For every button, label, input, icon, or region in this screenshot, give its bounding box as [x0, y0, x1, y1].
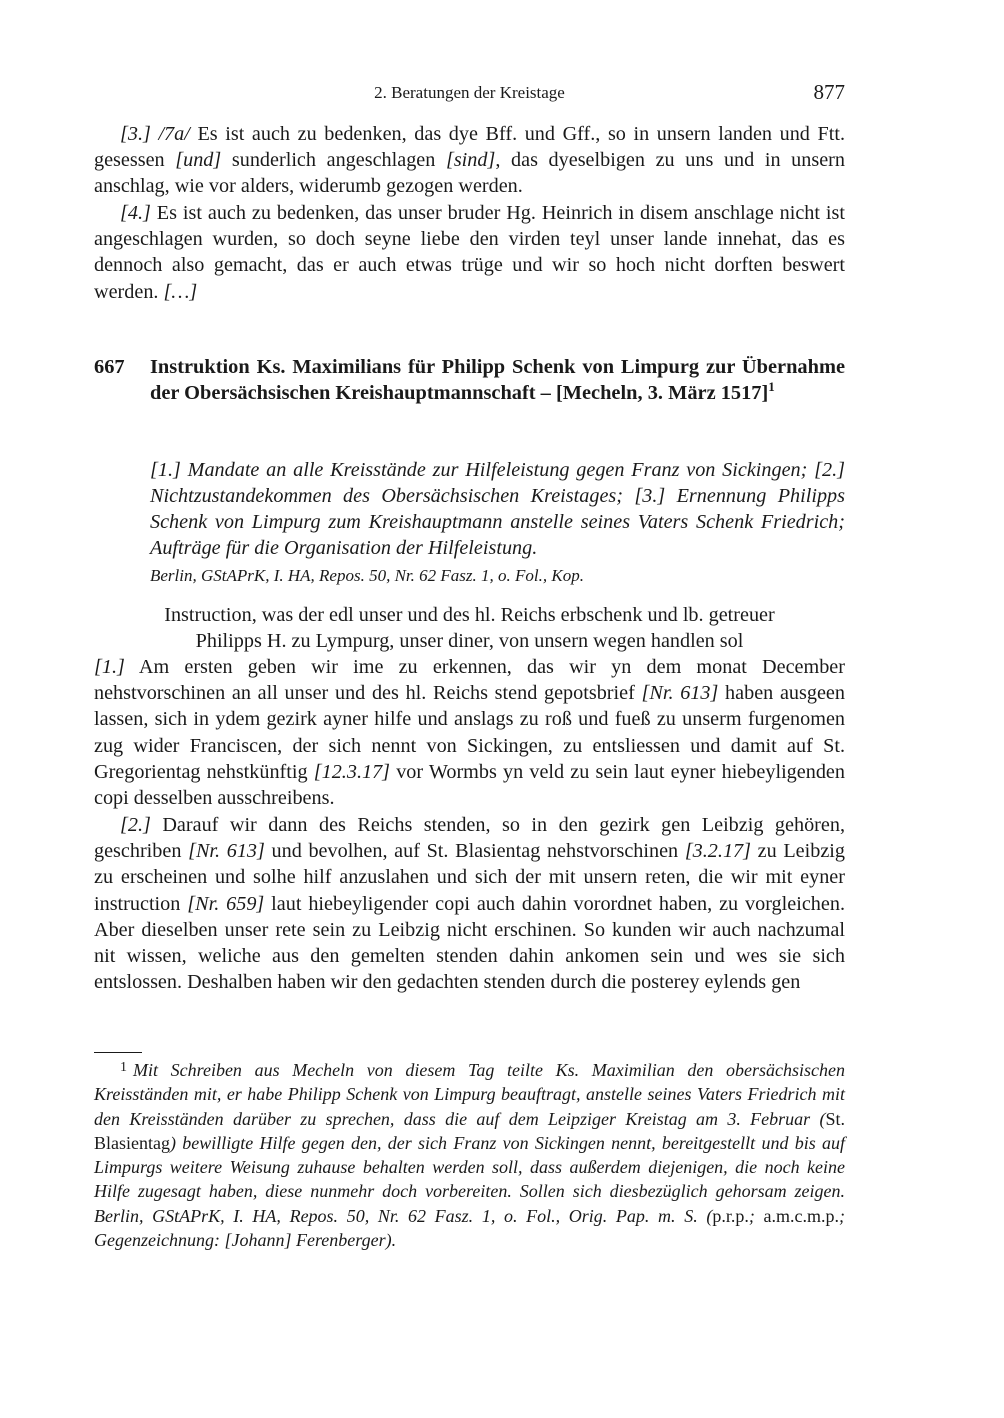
text-segment: a.m.c.m.p. — [763, 1205, 840, 1226]
running-title: 2. Beratungen der Kreistage — [374, 83, 565, 102]
page-number: 877 — [813, 80, 845, 104]
text-segment: ; Gegenzeichnung: [Johann] Ferenberger). — [94, 1205, 846, 1251]
text-segment: p.r.p. — [712, 1205, 749, 1226]
text-segment: zu Leibzig zu erscheinen und solhe hilf anzuslahen und sich der mit unsern reten, die wir mit eyner instruction — [94, 840, 846, 915]
date-annotation: [12.3.17] — [313, 760, 391, 783]
document-source: Berlin, GStAPrK, I. HA, Repos. 50, Nr. 62 Fasz. 1, o. Fol., Kop. — [150, 566, 584, 585]
paragraph-marker: [4.] — [120, 202, 151, 224]
text-segment: St. Blasientag — [94, 1108, 845, 1153]
text-segment: vor Wormbs yn veld zu sein laut eyner hiebeyligenden copi desselben ausschreibens. — [94, 760, 845, 810]
paragraph-marker: [1.] — [94, 656, 125, 678]
cross-reference: [Nr. 613] — [188, 840, 265, 863]
document-number: 667 — [94, 356, 125, 378]
document-paragraph-2 — [94, 812, 845, 995]
text-segment: laut hiebeyligender copi auch dahin vorordnet haben, zu vorgleichen. Aber dieselben unser rete sein zu Leibzig nicht erschinen. So kunden wir auch nachzumal nit wissen, weliche aus den gemelten stenden dahin ankomen sein und wes sie sich entslossen. Deshalben haben wir den gedachten stenden durch die posterey eylends gen — [94, 892, 845, 994]
editorial-insertion: [sind] — [445, 149, 496, 172]
prior-paragraph-4 — [94, 200, 845, 305]
text-segment: und bevolhen, auf St. Blasientag nehstvorschinen — [264, 840, 685, 863]
document-heading — [94, 354, 845, 406]
text-segment: sunderlich angeschlagen — [221, 149, 446, 172]
document-regest: [1.] Mandate an alle Kreisstände zur Hilfeleistung gegen Franz von Sickingen; [2.] Nichtzustandekommen des Obersächsischen Kreistages; [3.] Ernennung Philipps Schenk von Limpurg zum Kreishauptmann anstelle seines Vaters Schenk Friedrich; Aufträge für die Organisation der Hilfeleistung. — [150, 459, 845, 559]
document-title-text: Instruktion Ks. Maximilians für Philipp Schenk von Limpurg zur Übernahme der Obersächsischen Kreishauptmannschaft – [Mecheln, 3. März 1517] — [150, 356, 845, 404]
prior-paragraph-3 — [94, 121, 845, 200]
text-segment: ; — [748, 1205, 764, 1226]
document-paragraph-1 — [94, 654, 845, 811]
document-title — [150, 354, 845, 406]
cross-reference: [Nr. 659] — [187, 892, 265, 915]
cross-reference: [Nr. 613] — [641, 682, 719, 705]
footnote-mark: 1 — [120, 1060, 127, 1075]
text-segment: Am ersten geben wir ime zu erkennen, das wir yn dem monat December nehstvorschinen an all unser und des hl. Reichs stend gepotsbrief — [94, 656, 845, 705]
paragraph-marker: [2.] — [120, 814, 151, 836]
instruction-heading-line-2: Philipps H. zu Lympurg, unser diner, von unsern wegen handlen sol — [195, 630, 744, 652]
text-segment: Mit Schreiben aus Mecheln von diesem Tag teilte Ks. Maximilian den obersächsischen Kreisständen mit, er habe Philipp Schenk von Limpurg beauftragt, anstelle seines Vaters Friedrich mit den Kreisständen darüber zu sprechen, dass die auf dem Leipziger Kreistag am 3. Februar ( — [94, 1060, 845, 1129]
paragraph-marker: [3.] /7a/ — [120, 123, 190, 145]
text-segment: haben ausgeen lassen, sich in ydem gezirk ayner hilfe und anslags zu roß und fueß zu unserm furgenomen zug wider Franciscen, der sich nennt von Sickingen, zu entsliessen und damit auf St. Gregorientag nehstkünftig — [94, 682, 845, 783]
footnote-1 — [94, 1058, 845, 1252]
instruction-heading-line-1: Instruction, was der edl unser und des hl. Reichs erbschenk und lb. getreuer — [164, 604, 775, 626]
omission-mark: […] — [163, 280, 198, 303]
text-segment: ) bewilligte Hilfe gegen den, der sich Franz von Sickingen nennt, bereitgestellt und bis auf Limpurgs weitere Weisung zuhause behalten werden soll, dass außerdem diejenigen, die noch keine Hilfe zugesagt haben, diese nunmehr doch vorbereiten. Sollen sich diesbezüglich gehorsam zeigen. Berlin, GStAPrK, I. HA, Repos. 50, Nr. 62 Fasz. 1, o. Fol., Orig. Pap. m. S. ( — [94, 1132, 845, 1226]
running-head — [94, 80, 845, 108]
footnote-divider — [94, 1052, 142, 1053]
instruction-heading — [94, 602, 845, 654]
editorial-insertion: [und] — [175, 149, 222, 172]
footnote-reference[interactable]: 1 — [768, 379, 775, 394]
text-segment: Darauf wir dann des Reichs stenden, so in den gezirk gen Leibzig gehören, geschriben — [94, 814, 845, 863]
text-segment: Es ist auch zu bedenken, das dye Bff. und Gff., so in unsern landen und Ftt. gesessen — [94, 123, 845, 172]
date-annotation: [3.2.17] — [684, 840, 751, 863]
text-segment: Es ist auch zu bedenken, das unser bruder Hg. Heinrich in disem anschlage nicht ist angeschlagen wurden, so doch seyne liebe den virden teyl unser lande innehat, das es dennoch also gemacht, das er auch etwas trüge und wir so hoch nicht dorften beswert werden. — [94, 202, 845, 303]
text-segment: , das dyeselbigen zu uns und in unsern anschlag, wie vor alders, widerumb gezogen werden. — [94, 149, 845, 198]
